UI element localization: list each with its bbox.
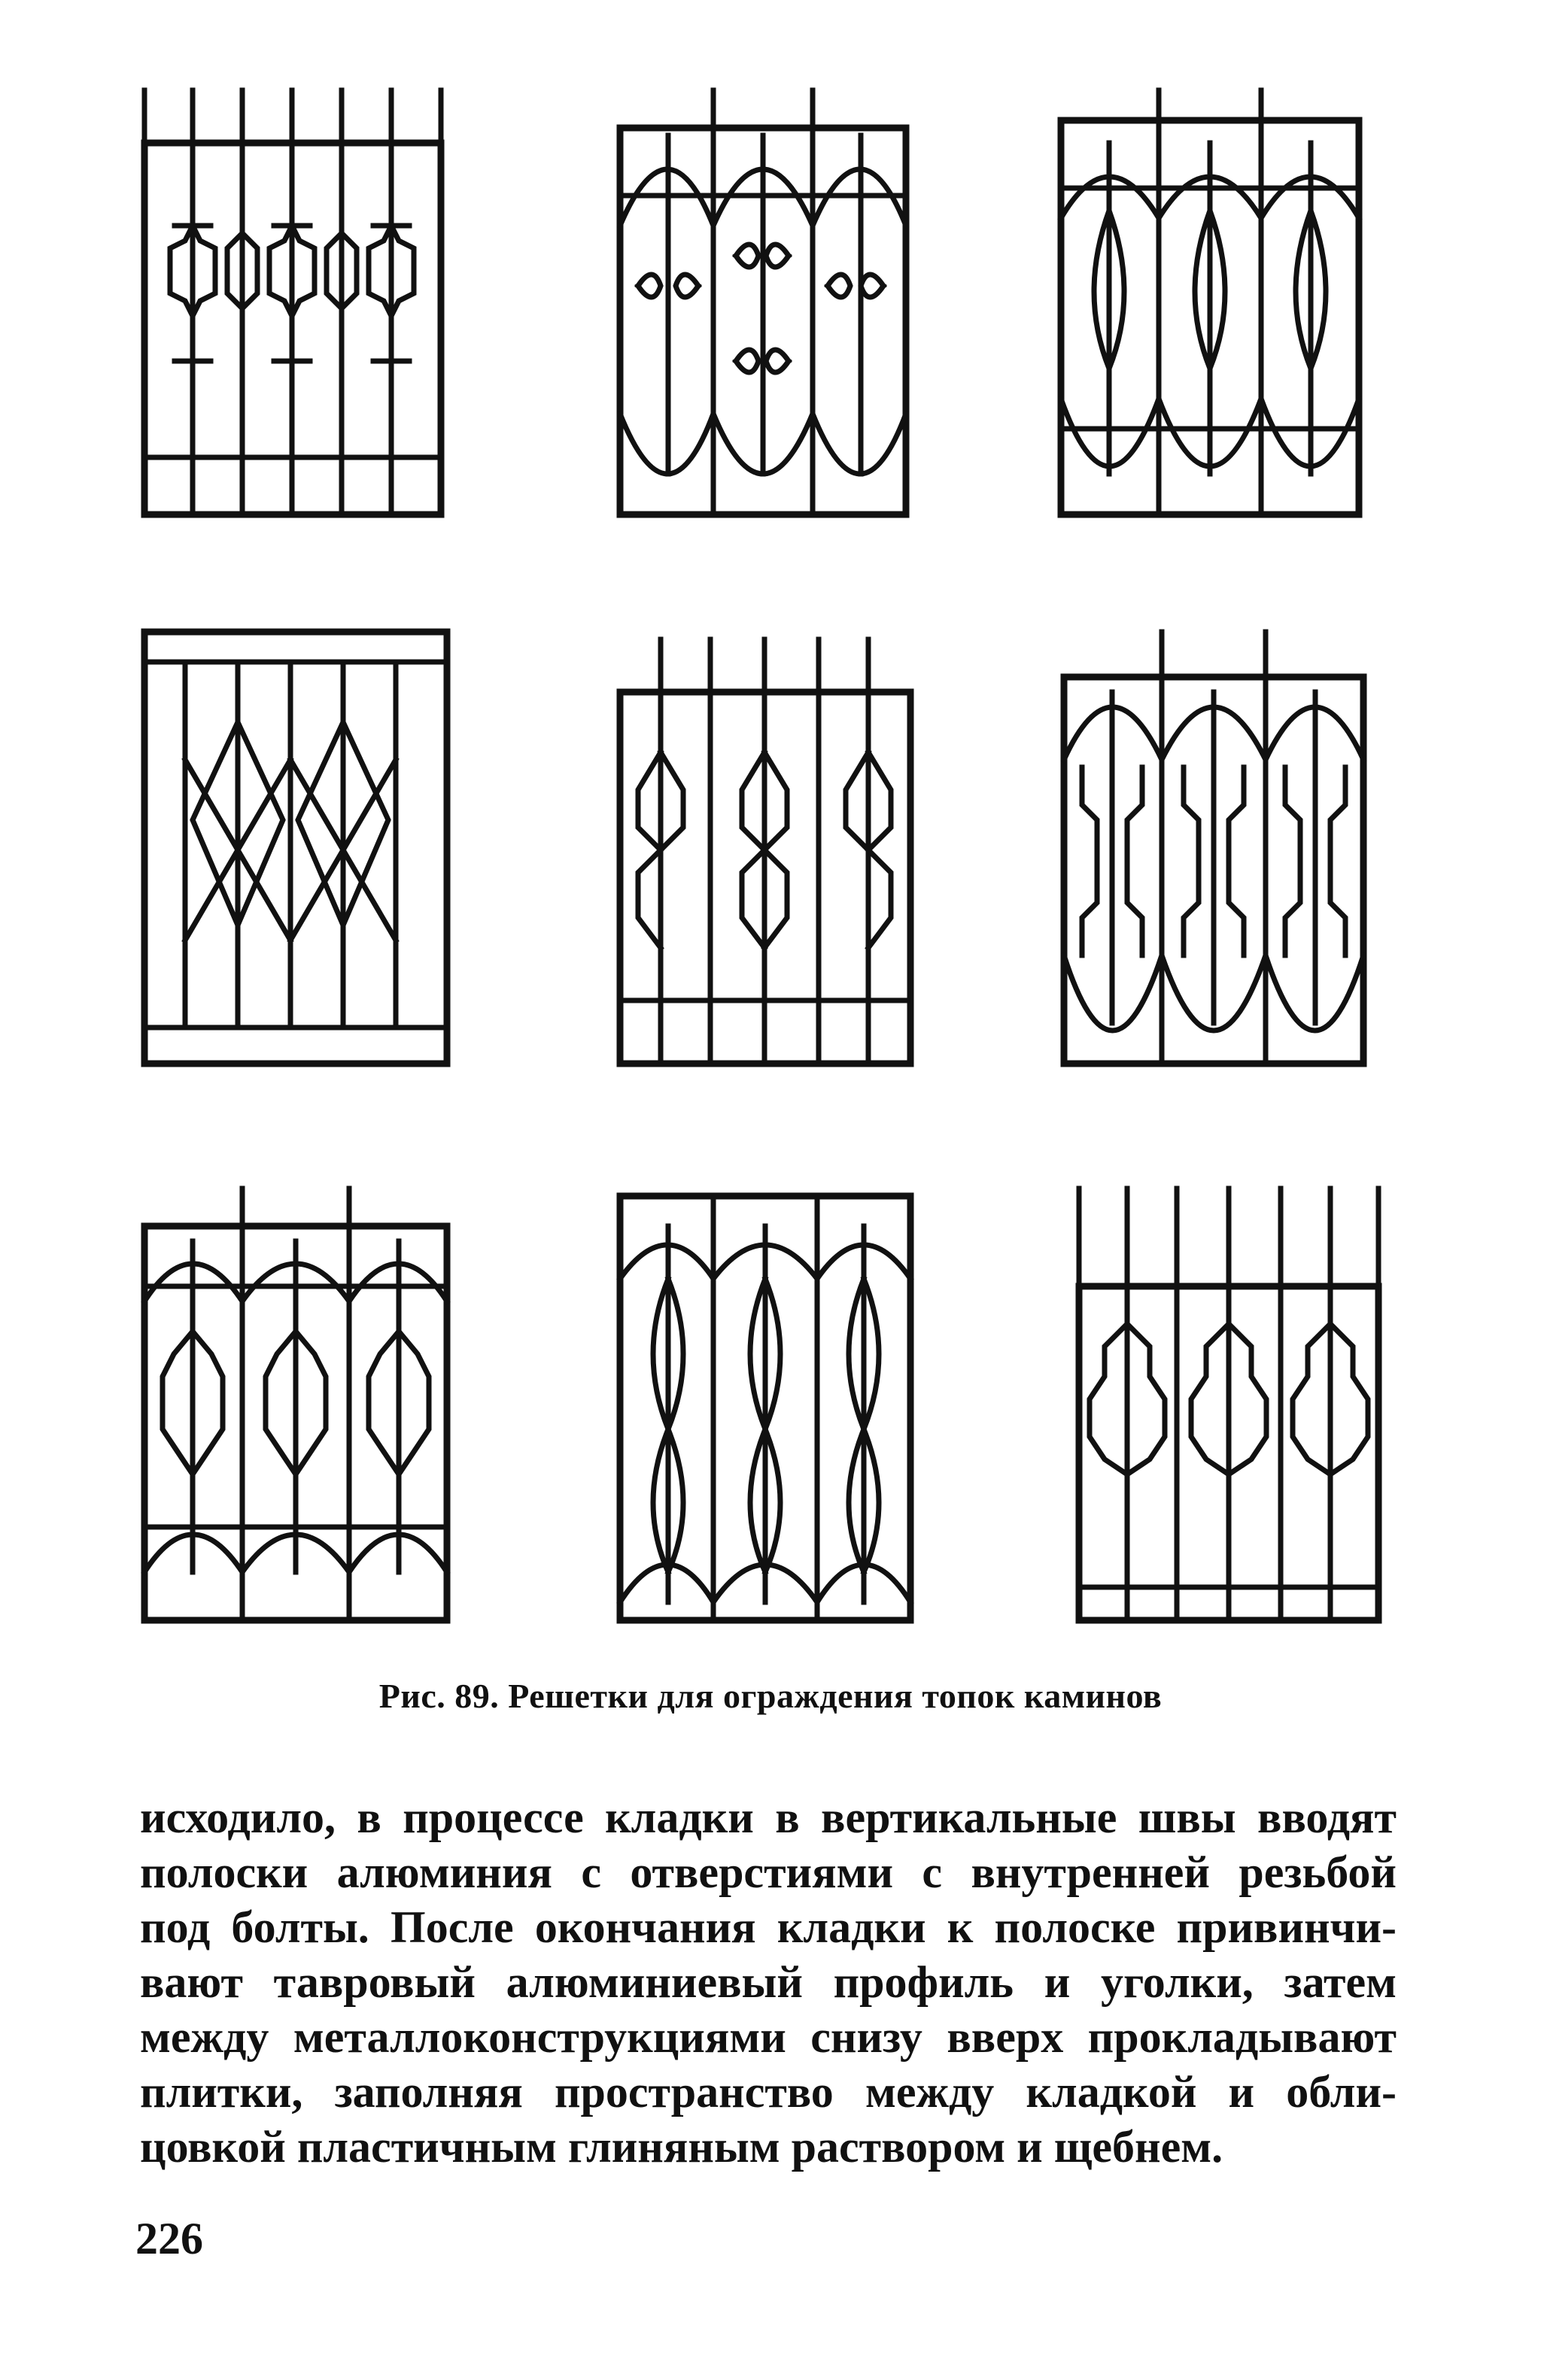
grate-3-arched-lancet — [1056, 83, 1363, 519]
grate-9-baluster-spear — [1074, 1181, 1383, 1625]
page-number: 226 — [135, 2214, 203, 2263]
grate-2-arched-scroll — [615, 83, 910, 519]
grate-7-arched-keyhole-scroll — [140, 1181, 451, 1625]
body-line: цовкой пластичным глиняным раствором и щебнем. — [140, 2122, 1223, 2172]
body-line: между металлоконструкциями снизу вверх прокладывают — [140, 2012, 1397, 2062]
grate-1-keyhole-bars — [140, 83, 445, 519]
body-line: плитки, заполняя пространство между кладкой и обли- — [140, 2067, 1397, 2117]
grate-8-ogee-net — [615, 1181, 915, 1625]
body-line: вают тавровый алюминиевый профиль и уголки, затем — [140, 1957, 1397, 2007]
grate-5-stepped-spear — [615, 632, 915, 1068]
body-line: под болты. После окончания кладки к полоске привинчи- — [140, 1902, 1397, 1952]
body-line: полоски алюминия с отверстиями с внутренней резьбой — [140, 1847, 1397, 1897]
body-line: исходило, в процессе кладки в вертикальные швы вводят — [140, 1793, 1397, 1842]
figure-caption: Рис. 89. Решетки для ограждения топок каминов — [378, 1677, 1163, 1715]
grate-6-arched-stepped — [1059, 624, 1368, 1068]
grate-4-diamond-lattice — [140, 624, 451, 1068]
body-paragraph — [140, 1790, 1397, 2175]
